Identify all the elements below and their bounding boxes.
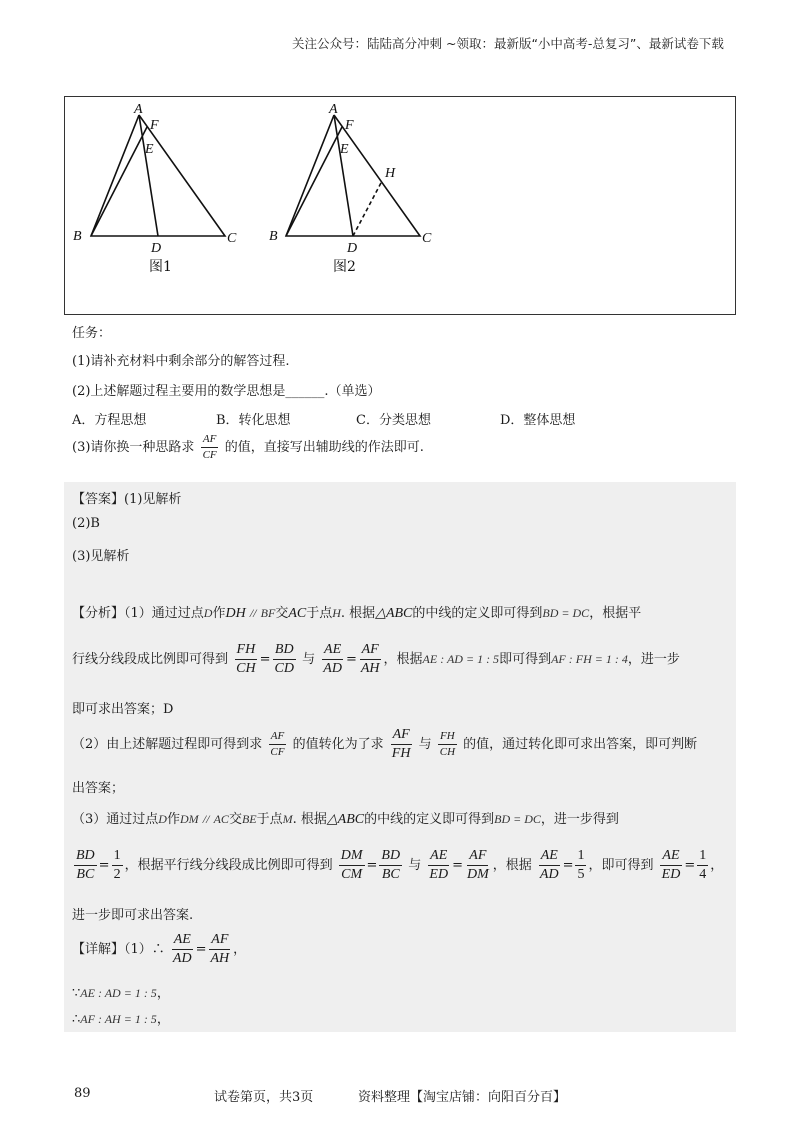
- fig1-segment-AD: [139, 115, 158, 236]
- fig2-segment-DH: [353, 181, 382, 236]
- fig2-segment-AD: [334, 115, 353, 236]
- fig2-label-F: F: [345, 118, 354, 133]
- detail-line-2: ∵AE : AD = 1 : 5，: [72, 986, 170, 1001]
- detail-line-1: 【详解】（1）∴ $\frac{AE}{AD}$ = $\frac{AF}{AH}$ ，: [72, 932, 247, 966]
- detail-line-3: ∴AF : AH = 1 : 5，: [72, 1012, 170, 1027]
- fig1-caption: 图1: [149, 259, 172, 275]
- figure-box: [64, 96, 736, 315]
- analysis-line-3: 即可求出答案；D: [72, 702, 174, 717]
- fraction-FH-CH: $\frac{FH}{CH}$: [236, 642, 256, 676]
- footer-source: 资料整理【淘宝店铺：向阳百分百】: [358, 1090, 567, 1105]
- analysis-line-6: （3）通过过点D作DM // AC交BE于点M. 根据△ABC的中线的定义即可得到BD = DC，进一步得到: [72, 812, 619, 827]
- fig1-label-C: C: [227, 231, 237, 246]
- option-a: A．方程思想: [72, 413, 147, 428]
- fig2-label-E: E: [340, 142, 349, 157]
- fig2-segment-BF: [286, 127, 342, 236]
- fig2-label-C: C: [422, 231, 432, 246]
- fig2-label-A: A: [329, 102, 338, 117]
- figure-1: [91, 115, 225, 236]
- task-q3: [72, 434, 424, 461]
- fig2-label-D: D: [347, 241, 358, 256]
- page-number: 89: [74, 1086, 91, 1101]
- option-d: D．整体思想: [500, 413, 576, 428]
- answer-2: (2)B: [72, 516, 100, 531]
- analysis-line-2: 行线分线段成比例即可得到 $\frac{FH}{CH}$ = $\frac{BD}{CD}$ 与 $\frac{AE}{AD}$ = $\frac{AF}{AH}$ ，根据AE : AD = 1 : 5即可得到AF : FH = 1 : 4，进一步: [72, 642, 680, 676]
- figure-2: [286, 115, 420, 236]
- footer-page-info: 试卷第页，共3页: [214, 1090, 314, 1105]
- q3-suffix: 的值，直接写出辅助线的作法即可.: [224, 440, 424, 455]
- task-title: 任务：: [72, 326, 112, 341]
- fig1-label-D: D: [151, 241, 162, 256]
- answer-3: (3)见解析: [72, 549, 130, 564]
- analysis-line-5: 出答案；: [72, 781, 125, 796]
- analysis-line-4: （2）由上述解题过程即可得到求 $\frac{AF}{CF}$ 的值转化为了求 $\frac{AF}{FH}$ 与 $\frac{FH}{CH}$ 的值，通过转化即可求出答案，即可判断: [72, 727, 698, 761]
- fraction-AF-CF: $\frac{AF}{CF}$: [202, 433, 217, 461]
- fig1-label-F: F: [150, 118, 159, 133]
- page-header: 关注公众号：陆陆高分冲刺 ~领取：最新版“小中高考-总复习”、最新试卷下载: [292, 36, 724, 51]
- fig1-label-E: E: [145, 142, 154, 157]
- option-c: C．分类思想: [356, 413, 431, 428]
- fig2-triangle: [286, 115, 420, 236]
- fig2-caption: 图2: [333, 259, 356, 275]
- fig1-segment-BF: [91, 127, 147, 236]
- fig1-triangle: [91, 115, 225, 236]
- triangle-figures: [65, 97, 737, 316]
- answer-head: 【答案】(1)见解析: [72, 492, 182, 507]
- fig2-label-B: B: [269, 229, 278, 244]
- task-q1: (1)请补充材料中剩余部分的解答过程.: [72, 354, 290, 369]
- q3-prefix: (3)请你换一种思路求: [72, 440, 195, 455]
- option-b: B．转化思想: [216, 413, 291, 428]
- fig1-label-A: A: [134, 102, 143, 117]
- analysis-line-1: 【分析】（1）通过过点D作DH // BF交AC于点H. 根据△ABC的中线的定义即可得到BD = DC，根据平: [72, 606, 642, 621]
- analysis-line-8: 进一步即可求出答案.: [72, 908, 194, 923]
- fig2-label-H: H: [385, 166, 396, 181]
- fig1-label-B: B: [73, 229, 82, 244]
- analysis-line-7: $\frac{BD}{BC}$ = $\frac{1}{2}$ ，根据平行线分线段成比例即可得到 $\frac{DM}{CM}$ = $\frac{BD}{BC}$ 与 $\frac{AE}{ED}$ = $\frac{AF}{DM}$ ，根据 $\frac{AE}{AD}$ = $\frac{1}{5}$ ，即可得到 $\frac{AE}{ED}$ = $\frac{1}{4}$ ，: [76, 848, 724, 882]
- task-q2: (2)上述解题过程主要用的数学思想是______.（单选）: [72, 384, 381, 399]
